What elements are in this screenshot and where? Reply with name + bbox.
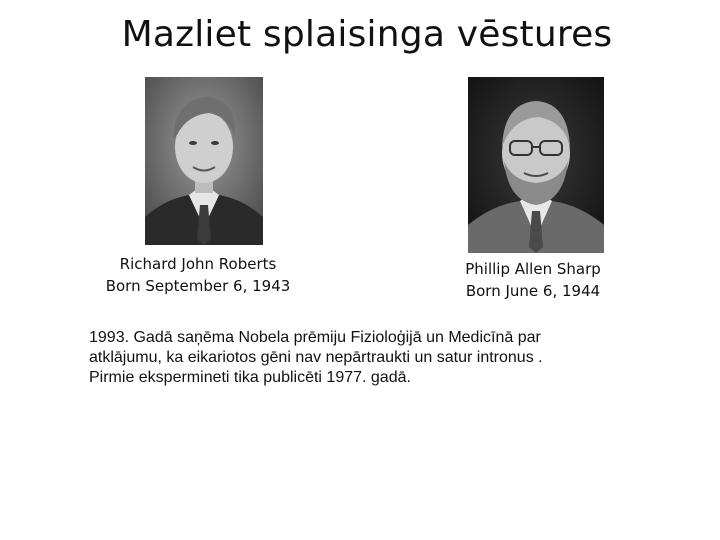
person-name: Phillip Allen Sharp xyxy=(465,260,601,278)
body-paragraph xyxy=(89,328,629,388)
person-birth: Born June 6, 1944 xyxy=(465,282,601,300)
body-line: Pirmie ekspermineti tika publicēti 1977. gadā. xyxy=(89,369,411,386)
caption-roberts xyxy=(88,253,308,297)
caption-sharp xyxy=(438,258,628,302)
portrait-photo-icon xyxy=(145,77,263,245)
portrait-photo-roberts xyxy=(145,77,263,245)
portrait-photo-icon xyxy=(468,77,604,253)
portrait-photo-sharp xyxy=(468,77,604,253)
body-line: atklājumu, ka eikariotos gēni nav nepārtraukti un satur intronus . xyxy=(89,349,543,366)
person-name: Richard John Roberts xyxy=(119,255,277,273)
body-line: 1993. Gadā saņēma Nobela prēmiju Fizioloģijā un Medicīnā par xyxy=(89,329,541,346)
slide-title: Mazliet splaisinga vēstures xyxy=(121,14,613,55)
person-birth: Born September 6, 1943 xyxy=(105,277,291,295)
